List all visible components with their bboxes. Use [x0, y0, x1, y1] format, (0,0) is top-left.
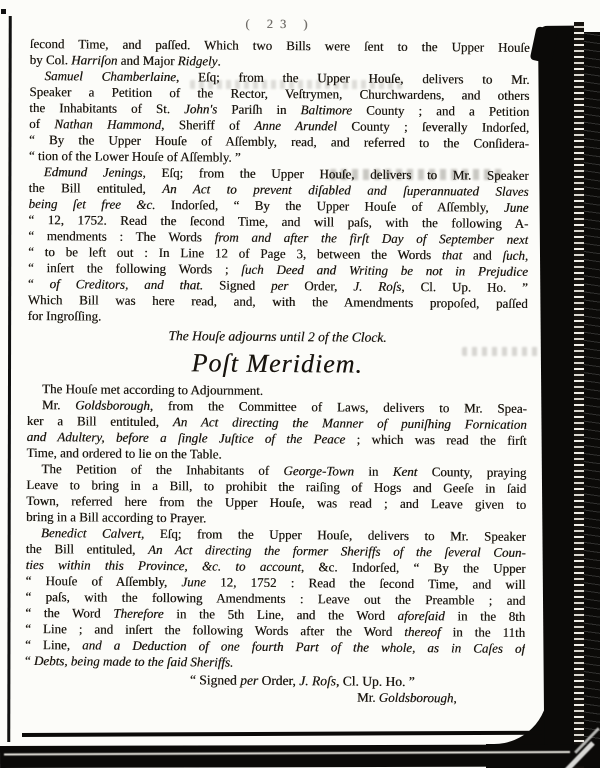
text-line: “ the Word Therefore in the 5th Line, and the Word aforeſaid in the 8th	[25, 604, 526, 624]
text-line: ties within this Province, &c. to account, &c. Indorſed, “ By the Upper	[25, 556, 526, 576]
text-line: the Bill entituled, An Act to prevent diſabled and ſuperannuated Slaves	[28, 179, 529, 199]
text-line: Speaker a Petition of the Rector, Veſtrymen, Churchwardens, and others	[29, 83, 530, 103]
text-line: The Petition of the Inhabitants of George-Town in Kent County, praying	[41, 461, 527, 480]
scan-bottom-thread	[4, 751, 570, 755]
scan-left-dot	[1, 9, 6, 14]
text-line: “ Debts, being made to the ſaid Sheriffs.	[24, 652, 234, 670]
text-column	[25, 14, 530, 707]
text-line: “ of Creditors, and that. Signed per Order, J. Roſs, Cl. Up. Ho. ”	[27, 275, 528, 295]
text-line: bring in a Bill according to Prayer.	[25, 508, 207, 526]
text-line: Poſt Meridiem.	[191, 348, 364, 379]
text-line: “ tion of the Lower Houſe of Aſſembly. ”	[28, 147, 241, 165]
text-line: Edmund Jenings, Eſq; from the Upper Houſe, delivers to Mr. Speaker	[43, 164, 529, 183]
text-line: being ſet free &c. Indorſed, “ By the Upper Houſe of Aſſembly, June	[28, 195, 529, 215]
text-line: the Inhabitants of St. John's Pariſh in Baltimore County ; and a Petition	[29, 99, 530, 119]
text-line: Time, and ordered to lie on the Table.	[26, 444, 222, 462]
paragraph-noindent	[30, 36, 530, 72]
text-line: “ mendments : The Words from and after the firſt Day of September next	[28, 227, 529, 247]
paragraph-indent	[25, 525, 526, 673]
text-line: of Nathan Hammond, Sheriff of Anne Arundel County ; ſeverally Indorſed,	[29, 115, 530, 135]
paragraph-indent	[26, 397, 526, 465]
text-line: The Houſe met according to Adjournment.	[41, 381, 264, 398]
text-line: ſecond Time, and paſſed. Which two Bills were ſent to the Upper Houſe	[29, 35, 530, 55]
document-text	[25, 36, 530, 707]
text-line: “ to be left out : In Line 12 of Page 3, between the Words that and ſuch,	[28, 243, 529, 263]
text-line: Mr. Goldsborough,	[357, 689, 457, 706]
page-number: ( 23 )	[245, 16, 315, 32]
text-line: Mr. Goldsborough, from the Committee of Laws, delivers to Mr. Spea-	[41, 397, 527, 416]
text-line: The Houſe adjourns until 2 of the Clock.	[168, 328, 387, 345]
paragraph-indent	[26, 461, 526, 529]
text-line: “ Signed per Order, J. Roſs, Cl. Up. Ho. ”	[189, 672, 415, 690]
text-line: Town, referred here from the Upper Houſe, was read ; and Leave given to	[26, 492, 527, 512]
text-line: by Col. Harriſon and Major Ridgely.	[29, 51, 221, 69]
text-line: “ Houſe of Aſſembly, June 12, 1752 : Read the ſecond Time, and will	[25, 572, 526, 592]
text-line: and Adultery, before a ſingle Juſtice of the Peace ; which was read the firſt	[26, 428, 527, 448]
text-line: “ Line ; and inſert the following Words after the Word thereof in the 11th	[25, 620, 526, 640]
text-line: Which Bill was here read, and, with the Amendments propoſed, paſſed	[27, 291, 528, 311]
text-line: Samuel Chamberlaine, Eſq; from the Upper Houſe, delivers to Mr.	[44, 68, 530, 87]
text-line: “ 12, 1752. Read the ſecond Time, and will paſs, with the following A-	[28, 211, 529, 231]
text-line: “ Line, and a Deduction of one fourth Part of the whole, as in Caſes of	[24, 636, 526, 656]
text-line: the Bill entituled, An Act directing the former Sheriffs of the ſeveral Coun-	[25, 540, 526, 560]
paragraph-indent	[29, 68, 530, 168]
gutter-shadow-edge	[584, 32, 600, 768]
text-line: for Ingroſſing.	[27, 307, 102, 324]
text-line: “ inſert the following Words ; ſuch Deed and Writing be not in Prejudice	[27, 259, 529, 279]
text-line: “ paſs, with the following Amendments : Leave out the Preamble ; and	[25, 588, 526, 608]
scan-left-edge-line	[7, 16, 12, 742]
text-line: “ By the Upper Houſe of Aſſembly, read, and referred to the Conſidera-	[28, 131, 530, 151]
paragraph-catchword	[25, 687, 525, 707]
text-line: Leave to bring in a Bill, to prohibit the raiſing of Hogs and Geeſe in ſaid	[26, 476, 527, 496]
paragraph-adjourn	[27, 327, 527, 347]
gutter-shadow-streak	[574, 22, 584, 768]
scan-bottom-shadow	[0, 744, 600, 768]
text-line: ker a Bill entituled, An Act directing the Manner of puniſhing Fornication	[26, 412, 527, 432]
paragraph-heading	[27, 347, 527, 381]
paragraph-indent	[28, 164, 529, 328]
book-gutter-shadow	[538, 22, 600, 768]
text-line: Benedict Calvert, Eſq; from the Upper Houſe, delivers to Mr. Speaker	[40, 525, 526, 544]
